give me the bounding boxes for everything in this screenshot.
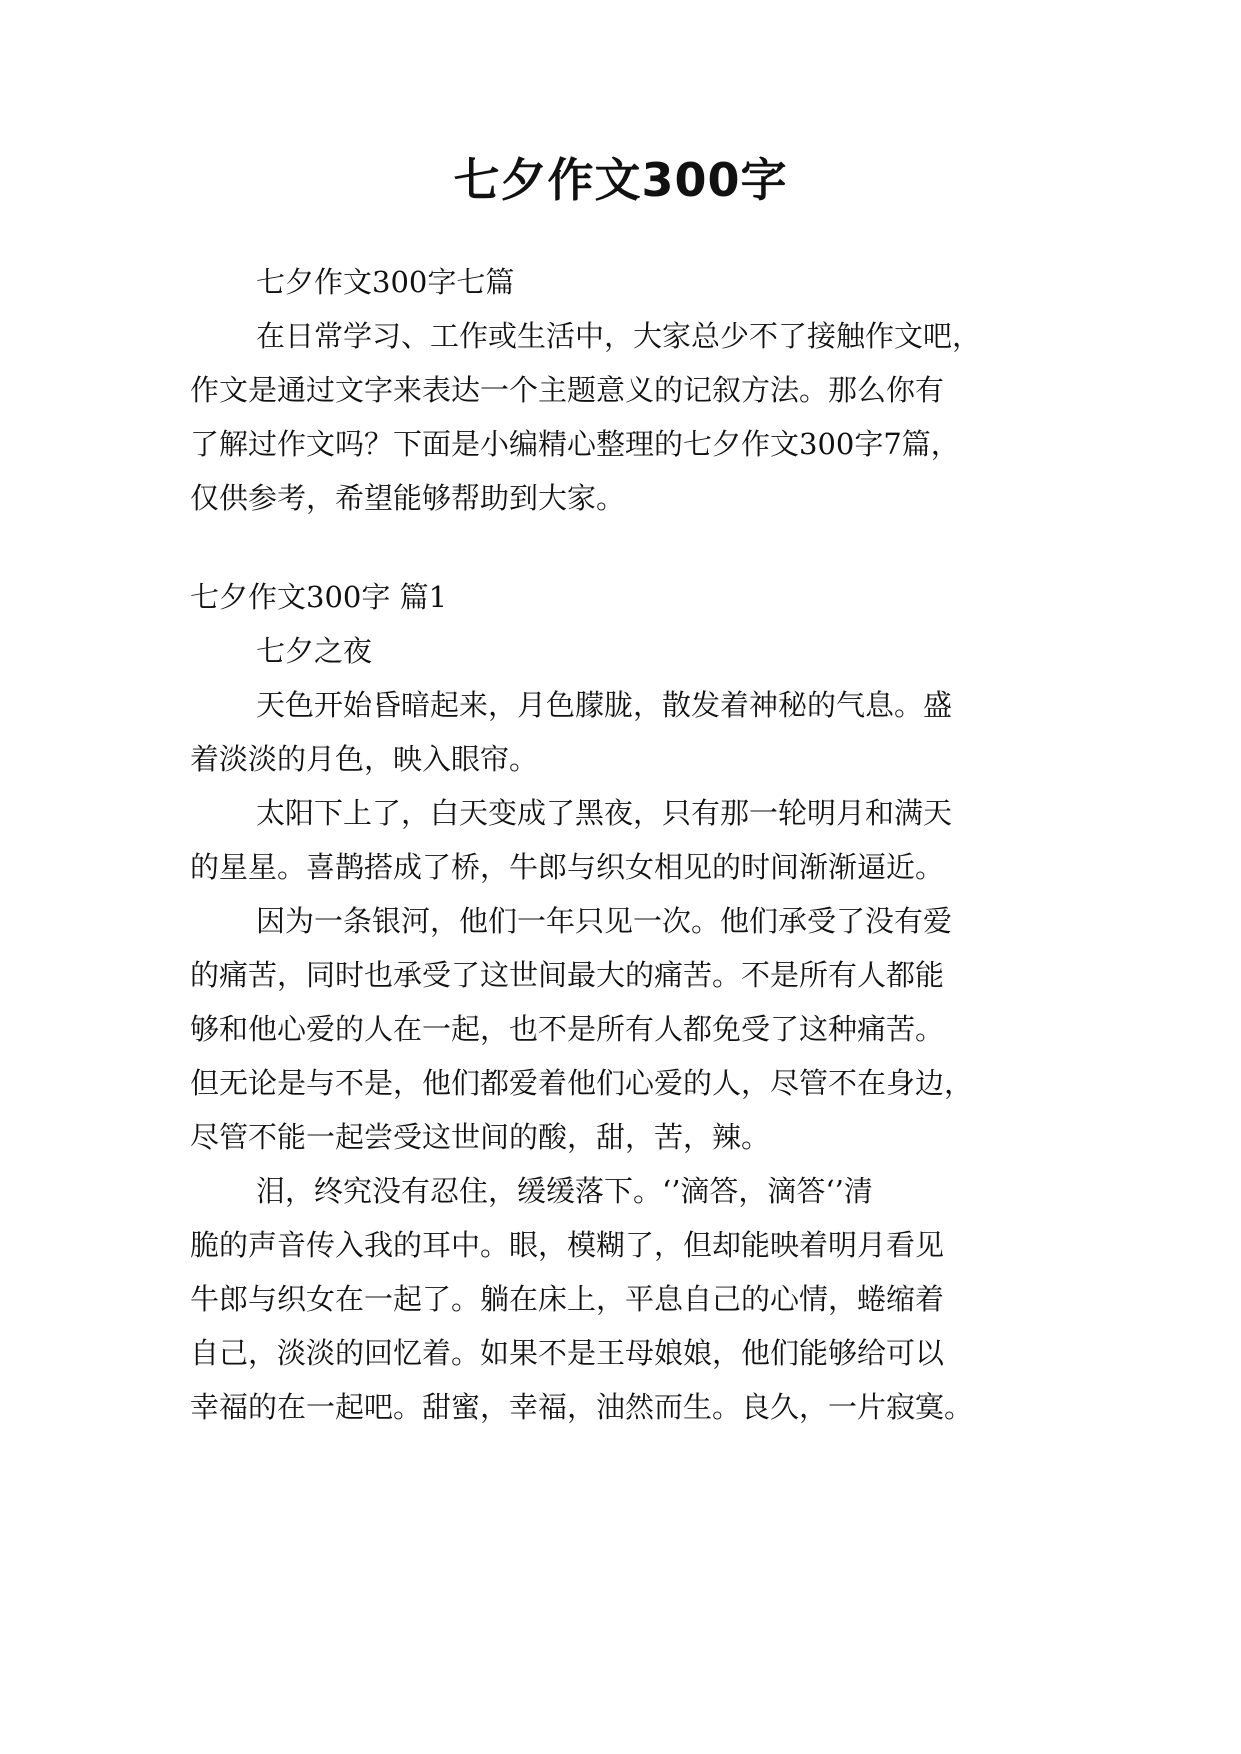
essay-paragraph-line: 脆的声音传入我的耳中。眼，模糊了，但却能映着明月看见 [190,1228,945,1262]
essay-paragraph-line: 幸福的在一起吧。甜蜜，幸福，油然而生。良久，一片寂寞。 [190,1390,974,1424]
essay-paragraph-line: 够和他心爱的人在一起，也不是所有人都免受了这种痛苦。 [190,1012,945,1046]
intro-paragraph-line: 作文是通过文字来表达一个主题意义的记叙方法。那么你有 [190,373,945,407]
page-title: 七夕作文300字 [453,153,788,207]
essay-paragraph-line: 着淡淡的月色，映入眼帘。 [190,742,539,776]
intro-paragraph-line: 在日常学习、工作或生活中，大家总少不了接触作文吧， [256,319,982,353]
section-heading: 七夕作文300字 篇1 [190,580,448,614]
intro-paragraph-line: 了解过作文吗？下面是小编精心整理的七夕作文300字7篇， [190,427,960,461]
intro-heading: 七夕作文300字七篇 [256,265,515,299]
essay-paragraph-line: 太阳下上了，白天变成了黑夜，只有那一轮明月和满天 [256,796,953,830]
essay-paragraph-line: 的痛苦，同时也承受了这世间最大的痛苦。不是所有人都能 [190,958,945,992]
essay-title: 七夕之夜 [256,634,373,668]
essay-paragraph-line: 自己，淡淡的回忆着。如果不是王母娘娘，他们能够给可以 [190,1336,945,1370]
essay-paragraph-line: 尽管不能一起尝受这世间的酸，甜，苦，辣。 [190,1120,771,1154]
essay-paragraph-line: 的星星。喜鹊搭成了桥，牛郎与织女相见的时间渐渐逼近。 [190,850,945,884]
essay-paragraph-line: 牛郎与织女在一起了。躺在床上，平息自己的心情，蜷缩着 [190,1282,945,1316]
essay-paragraph-line: 天色开始昏暗起来，月色朦胧，散发着神秘的气息。盛 [256,688,953,722]
essay-paragraph-line: 但无论是与不是，他们都爱着他们心爱的人，尽管不在身边， [190,1066,974,1100]
essay-paragraph-line: 泪，终究没有忍住，缓缓落下。‘’滴答，滴答‘’清 [256,1174,873,1208]
essay-paragraph-line: 因为一条银河，他们一年只见一次。他们承受了没有爱 [256,904,953,938]
intro-paragraph-line: 仅供参考，希望能够帮助到大家。 [190,481,626,515]
